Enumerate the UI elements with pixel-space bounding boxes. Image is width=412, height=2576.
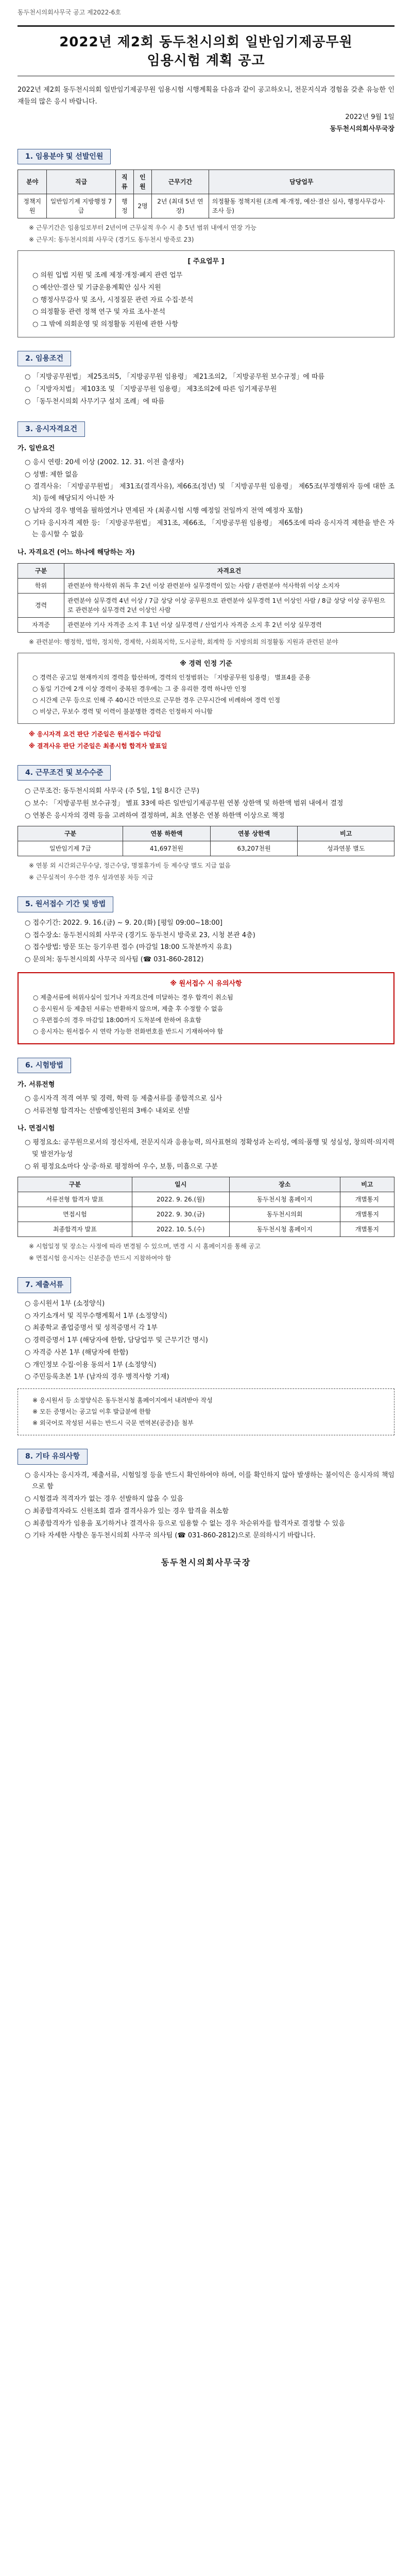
sub-heading: 가. 서류전형 [18, 1081, 55, 1089]
table-cell: 2명 [133, 194, 151, 218]
list-item: ○ 성별: 제한 없음 [25, 470, 78, 479]
sub-heading: 가. 일반요건 [18, 445, 55, 453]
list-item: ○ 의원 입법 지원 및 조례 제정·개정·폐지 관련 업무 [32, 272, 183, 280]
table-cell: 정책지원 [18, 194, 47, 218]
list-item: ○ 문의처: 동두천시의회 사무국 의사팀 (☎ 031-860-2812) [25, 956, 204, 964]
table-cell: 학위 [18, 578, 64, 593]
intro-paragraph: 2022년 제2회 동두천시의회 일반임기제공무원 임용시험 시행계획을 다음과 같이 공고하오니, 전문지식과 경험을 갖춘 유능한 인재들의 많은 응시 바랍니다. [18, 86, 394, 106]
qualification-table [18, 563, 394, 633]
list-item: ○ 자격증 사본 1부 (해당자에 한함) [25, 1348, 129, 1357]
table-cell: 동두천시청 홈페이지 [229, 1192, 340, 1207]
section-7-heading: 7. 제출서류 [18, 1277, 394, 1293]
list-item: ○ 비상근, 무보수 경력 및 이력이 불분명한 경력은 인정하지 아니함 [32, 707, 213, 715]
table-cell: 성과연봉 별도 [298, 841, 394, 856]
list-item: ○ 자기소개서 및 직무수행계획서 1부 (소정양식) [25, 1312, 167, 1320]
sub-heading: 나. 자격요건 (어느 하나에 해당하는 자) [18, 549, 135, 557]
table-cell: 개별통지 [340, 1222, 394, 1237]
table-header: 구분 [18, 563, 64, 578]
list-item: ※ 외국어로 작성된 서류는 반드시 국문 번역본(공증)을 첨부 [32, 1419, 194, 1427]
list-item: ○ 개인정보 수집·이용 동의서 1부 (소정양식) [25, 1361, 157, 1369]
list-item: ○ 의정활동 관련 정책 연구 및 자료 조사·분석 [32, 308, 165, 316]
list-item: ○ 그 밖에 의회운영 및 의정활동 지원에 관한 사항 [32, 320, 179, 329]
schedule-table [18, 1177, 394, 1237]
list-item: ○ 동일 기간에 2개 이상 경력이 중복된 경우에는 그 중 유리한 경력 하나만 인정 [32, 685, 247, 692]
table-header: 일시 [132, 1177, 229, 1192]
sub-heading: 나. 면접시험 [18, 1125, 55, 1133]
note: ※ 면접시험 응시자는 신분증을 반드시 지참하여야 함 [29, 1255, 171, 1262]
application-caution-box [18, 972, 394, 1044]
list-item: ○ 「지방공무원법」 제25조의5, 「지방공무원 임용령」 제21조의2, 「지방공무원 보수규정」에 따름 [25, 373, 325, 381]
table-cell: 2022. 9. 26.(월) [132, 1192, 229, 1207]
list-item: ○ 예산안·결산 및 기금운용계획안 심사 지원 [32, 283, 161, 292]
table-header: 근무기간 [152, 170, 209, 194]
list-item: ○ 「동두천시의회 사무기구 설치 조례」에 따름 [25, 397, 165, 405]
list-item: ○ 우편접수의 경우 마감일 18:00까지 도착분에 한하여 유효함 [33, 1016, 201, 1024]
note: ※ 연봉 외 시간외근무수당, 정근수당, 명절휴가비 등 제수당 별도 지급 없음 [29, 862, 231, 870]
table-cell: 일반임기제 지방행정 7급 [47, 194, 116, 218]
list-item: ※ 응시원서 등 소정양식은 동두천시청 홈페이지에서 내려받아 작성 [32, 1397, 213, 1404]
list-item: ○ 결격사유: 「지방공무원법」 제31조(결격사유), 제66조(정년) 및 「지방공무원 임용령」 제65조(부정행위자 등에 대한 조치) 등에 해당되지 아니한 자 [25, 483, 394, 503]
list-item: ○ 「지방자치법」 제103조 및 「지방공무원 임용령」 제3조의2에 따른 임기제공무원 [25, 385, 277, 394]
list-item: ○ 최종합격자가 임용을 포기하거나 결격사유 등으로 임용할 수 없는 경우 차순위자를 합격자로 결정할 수 있음 [25, 1519, 345, 1528]
list-item: ○ 접수기간: 2022. 9. 16.(금) ~ 9. 20.(화) [평일 09:00~18:00] [25, 919, 222, 927]
table-cell: 의정활동 정책지원 (조례 제·개정, 예산·결산 심사, 행정사무감사·조사 등) [209, 194, 394, 218]
list-item: ○ 행정사무감사 및 조사, 시정질문 관련 자료 수집·분석 [32, 296, 194, 304]
box-title: ※ 경력 인정 기준 [180, 659, 232, 668]
list-item: ○ 남자의 경우 병역을 필하였거나 면제된 자 (최종시험 시행 예정일 전일까지 전역 예정자 포함) [25, 506, 303, 515]
section-4-heading: 4. 근무조건 및 보수수준 [18, 765, 394, 781]
table-cell: 일반임기제 7급 [18, 841, 123, 856]
section-8-heading: 8. 기타 유의사항 [18, 1449, 394, 1465]
table-header: 담당업무 [209, 170, 394, 194]
list-item: ○ 최종합격자라도 신원조회 결과 결격사유가 있는 경우 합격을 취소함 [25, 1507, 229, 1515]
list-item: ○ 시간제 근무 등으로 인해 주 40시간 미만으로 근무한 경우 근무시간에 비례하여 경력 인정 [32, 696, 281, 704]
section-2-heading: 2. 임용조건 [18, 351, 394, 367]
table-cell: 41,697천원 [123, 841, 211, 856]
table-cell: 2022. 9. 30.(금) [132, 1207, 229, 1222]
table-cell: 63,207천원 [210, 841, 298, 856]
list-item: ○ 제출서류에 허위사실이 있거나 자격요건에 미달하는 경우 합격이 취소됨 [33, 993, 233, 1001]
table-header: 연봉 하한액 [123, 826, 211, 841]
table-row [18, 841, 394, 856]
list-item: ○ 연봉은 응시자의 경력 등을 고려하여 결정하며, 최초 연봉은 연봉 하한액 이상으로 책정 [25, 811, 285, 820]
list-item: ○ 보수: 「지방공무원 보수규정」 별표 33에 따른 일반임기제공무원 연봉 상한액 및 하한액 범위 내에서 결정 [25, 799, 344, 807]
table-row [18, 593, 394, 617]
section-5-heading: 5. 원서접수 기간 및 방법 [18, 896, 394, 912]
salary-table [18, 826, 394, 856]
table-header: 자격요건 [64, 563, 394, 578]
list-item: ○ 접수방법: 방문 또는 등기우편 접수 (마감일 18:00 도착분까지 유효) [25, 943, 232, 952]
list-item: ○ 평정요소: 공무원으로서의 정신자세, 전문지식과 응용능력, 의사표현의 정확성과 논리성, 예의·품행 및 성실성, 창의력·의지력 및 발전가능성 [25, 1139, 395, 1158]
issuer: 동두천시의회사무국장 [330, 125, 394, 133]
table-header: 비고 [298, 826, 394, 841]
table-row [18, 194, 394, 218]
list-item: ○ 접수장소: 동두천시의회 사무국 (경기도 동두천시 방죽로 23, 시청 본관 4층) [25, 931, 255, 939]
note: ※ 시험일정 및 장소는 사정에 따라 변경될 수 있으며, 변경 시 시 홈페이지를 통해 공고 [29, 1243, 261, 1250]
table-cell: 동두천시청 홈페이지 [229, 1222, 340, 1237]
table-cell: 동두천시의회 [229, 1207, 340, 1222]
table-cell: 자격증 [18, 617, 64, 632]
table-header: 연봉 상한액 [210, 826, 298, 841]
document-number: 동두천시의회사무국 공고 제2022-6호 [18, 9, 121, 16]
table-cell: 2년 (최대 5년 연장) [152, 194, 209, 218]
list-item: ○ 응시 연령: 20세 이상 (2002. 12. 31. 이전 출생자) [25, 458, 184, 466]
list-item: ○ 서류전형 합격자는 선발예정인원의 3배수 내외로 선발 [25, 1107, 190, 1115]
table-cell: 2022. 10. 5.(수) [132, 1222, 229, 1237]
section-1-table [18, 170, 394, 218]
table-header: 장소 [229, 1177, 340, 1192]
table-row [18, 578, 394, 593]
list-item: ○ 응시자는 원서접수 시 연락 가능한 전화번호를 반드시 기재하여야 함 [33, 1027, 224, 1035]
table-cell: 개별통지 [340, 1192, 394, 1207]
table-row [18, 1222, 394, 1237]
closing-issuer: 동두천시의회사무국장 [161, 1557, 251, 1568]
table-header: 인원 [133, 170, 151, 194]
table-header: 분야 [18, 170, 47, 194]
list-item: ○ 응시원서 1부 (소정양식) [25, 1299, 105, 1308]
table-cell: 면접시험 [18, 1207, 132, 1222]
note: ※ 근무기간은 임용일로부터 2년이며 근무실적 우수 시 총 5년 범위 내에서 연장 가능 [29, 224, 257, 232]
documents-note-box [18, 1388, 394, 1435]
list-item: ○ 경력은 공고일 현재까지의 경력을 합산하며, 경력의 인정범위는 「지방공무원 임용령」 별표4를 준용 [32, 673, 311, 681]
table-header: 구분 [18, 826, 123, 841]
table-row [18, 1207, 394, 1222]
table-cell: 개별통지 [340, 1207, 394, 1222]
table-cell: 최종합격자 발표 [18, 1222, 132, 1237]
table-header: 비고 [340, 1177, 394, 1192]
table-row [18, 1192, 394, 1207]
note: ※ 결격사유 판단 기준일은 최종시험 합격자 발표일 [29, 742, 167, 750]
table-cell: 행정 [115, 194, 133, 218]
table-cell: 경력 [18, 593, 64, 617]
section-6-heading: 6. 시험방법 [18, 1058, 394, 1074]
career-criteria-box [18, 653, 394, 724]
box-title: ※ 원서접수 시 유의사항 [170, 979, 242, 988]
list-item: ○ 응시자격 적격 여부 및 경력, 학력 등 제출서류를 종합적으로 심사 [25, 1094, 222, 1103]
table-header: 직류 [115, 170, 133, 194]
list-item: ○ 최종학교 졸업증명서 및 성적증명서 각 1부 [25, 1324, 158, 1332]
list-item: ○ 위 평정요소마다 상·중·하로 평정하여 우수, 보통, 미흡으로 구분 [25, 1162, 218, 1171]
list-item: ○ 시험결과 적격자가 없는 경우 선발하지 않을 수 있음 [25, 1495, 184, 1503]
list-item: ○ 근무조건: 동두천시의회 사무국 (주 5일, 1일 8시간 근무) [25, 787, 200, 795]
page-title-line1: 2022년 제2회 동두천시의회 일반임기제공무원 [59, 35, 353, 50]
note: ※ 근무실적이 우수한 경우 성과연봉 차등 지급 [29, 874, 153, 882]
table-row [18, 617, 394, 632]
page-title-line2: 임용시험 계획 공고 [147, 53, 265, 69]
note: ※ 관련분야: 행정학, 법학, 정치학, 경제학, 사회복지학, 도시공학, 회계학 등 지방의회 의정활동 지원과 관련된 분야 [29, 638, 338, 646]
table-cell: 서류전형 합격자 발표 [18, 1192, 132, 1207]
table-header: 구분 [18, 1177, 132, 1192]
list-item: ○ 기타 자세한 사항은 동두천시의회 사무국 의사팀 (☎ 031-860-2812)으로 문의하시기 바랍니다. [25, 1532, 316, 1540]
list-item: ○ 주민등록초본 1부 (남자의 경우 병적사항 기재) [25, 1373, 169, 1381]
table-header: 직급 [47, 170, 116, 194]
list-item: ○ 응시자는 응시자격, 제출서류, 시험일정 등을 반드시 확인하여야 하며, 이를 확인하지 않아 발생하는 불이익은 응시자의 책임으로 함 [25, 1471, 394, 1491]
list-item: ○ 경력증명서 1부 (해당자에 한함, 담당업무 및 근무기간 명시) [25, 1336, 208, 1345]
note: ※ 근무지: 동두천시의회 사무국 (경기도 동두천시 방죽로 23) [29, 236, 194, 244]
title-block [18, 25, 394, 76]
list-item: ○ 응시원서 등 제출된 서류는 반환하지 않으며, 제출 후 수정할 수 없음 [33, 1005, 224, 1012]
list-item: ※ 모든 증명서는 공고일 이후 발급분에 한함 [32, 1408, 151, 1416]
table-cell: 관련분야 기사 자격증 소지 후 1년 이상 실무경력 / 산업기사 자격증 소지 후 2년 이상 실무경력 [64, 617, 394, 632]
section-1-heading: 1. 임용분야 및 선발인원 [18, 149, 394, 165]
table-cell: 관련분야 학사학위 취득 후 2년 이상 관련분야 실무경력이 있는 사람 / 관련분야 석사학위 이상 소지자 [64, 578, 394, 593]
notice-date: 2022년 9월 1일 [345, 113, 394, 122]
note: ※ 응시자격 요건 판단 기준일은 원서접수 마감일 [29, 730, 161, 738]
list-item: ○ 기타 응시자격 제한 등: 「지방공무원법」 제31조, 제66조, 「지방공무원 임용령」 제65조에 따라 응시자격 제한을 받은 자는 응시할 수 없음 [25, 519, 394, 539]
table-cell: 관련분야 실무경력 4년 이상 / 7급 상당 이상 공무원으로 관련분야 실무경력 1년 이상인 사람 / 8급 상당 이상 공무원으로 관련분야 실무경력 2년 이상인 사람 [64, 593, 394, 617]
section-3-heading: 3. 응시자격요건 [18, 421, 394, 437]
box-title: [ 주요업무 ] [187, 258, 225, 266]
duties-box [18, 250, 394, 337]
